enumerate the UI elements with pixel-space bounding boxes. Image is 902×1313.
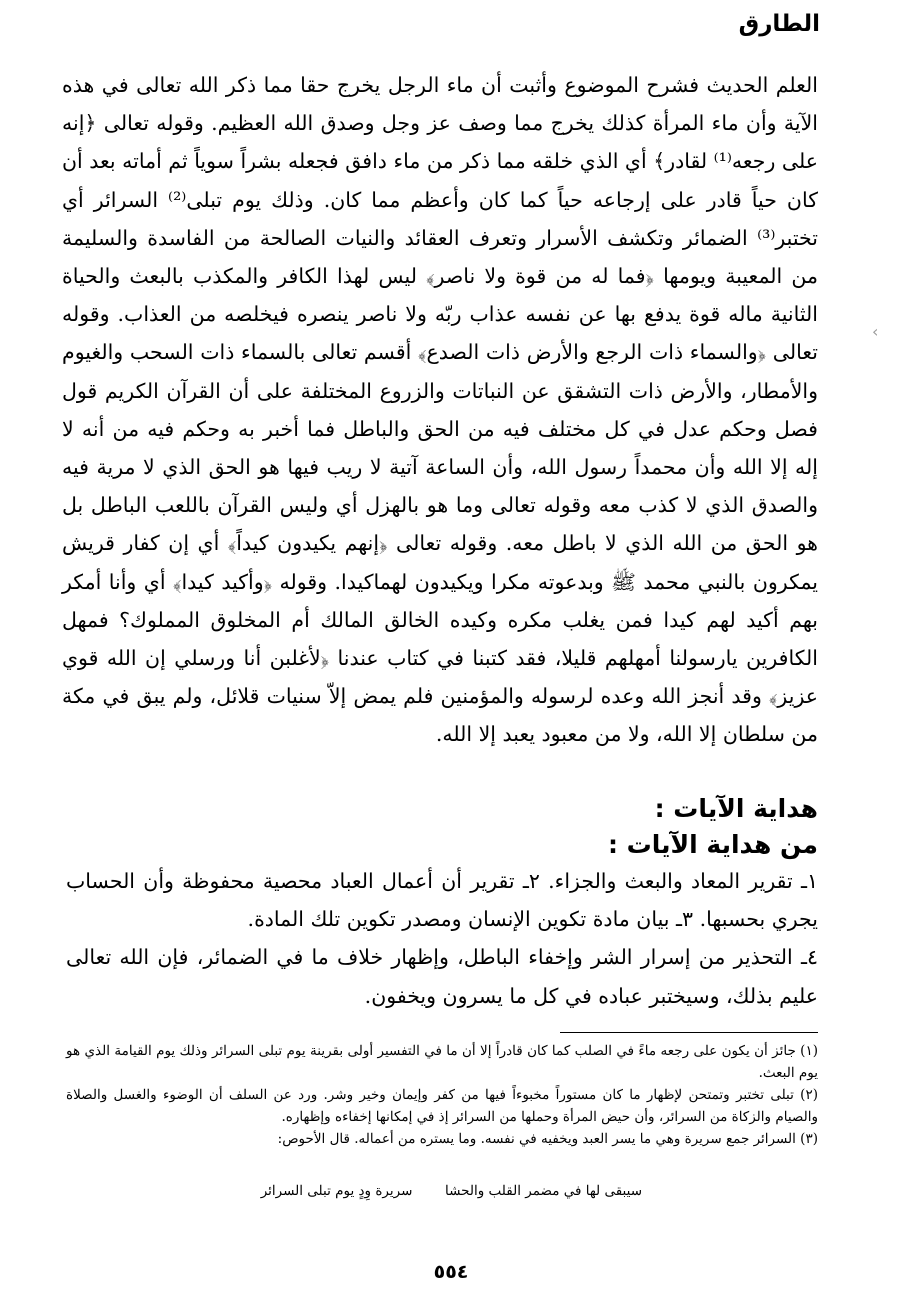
guidance-points-1-3: ١ـ تقرير المعاد والبعث والجزاء. ٢ـ تقرير أن أعمال العباد محصية محفوظة وأن الحساب يجري بحسبها. ٣ـ بيان مادة تكوين الإنسان ومصدر تكوين تلك المادة.: [66, 869, 818, 932]
section-heading-verses-guidance: هداية الآيات :: [654, 794, 818, 823]
footnote-poem-verse: [261, 1180, 642, 1202]
page-number: ٥٥٤: [433, 1261, 469, 1283]
section-heading-from-verses-guidance: من هداية الآيات :: [607, 830, 818, 859]
footnote-separator-rule: [560, 1032, 818, 1033]
guidance-point-4: ٤ـ التحذير من إسرار الشر وإخفاء الباطل، وإظهار خلاف ما في الضمائر، فإن الله تعالى عليم بذلك، وسيختبر عباده في كل ما يسرون ويخفون.: [66, 945, 818, 1008]
poem-first-hemistich: سيبقى لها في مضمر القلب والحشا: [444, 1183, 642, 1199]
footnotes: [66, 1040, 818, 1150]
footnote-2: (٢) تبلى تختبر وتمتحن لإظهار ما كان مستوراً مخبوءاً فيها من كفر وإيمان وخير وشر. ورد عن السلف أن الوضوء والغسل والصلاة والصيام والزكاة من السرائر، وأن حيض المرأة وحملها من السرائر إذ في إمكانها إخفاءه وإظهاره.: [66, 1087, 818, 1125]
commentary-paragraph: العلم الحديث فشرح الموضوع وأثبت أن ماء الرجل يخرج حقا مما ذكر الله تعالى في هذه الآية وأن ماء المرأة كذلك يخرج مما وصف عز وجل وصدق الله العظيم. وقوله تعالى ﴿إنه على رجعه⁽¹⁾ لقادر﴾ أي الذي خلقه مما ذكر من ماء دافق فجعله بشراً سوياً ثم أماته بعد أن كان حياً قادر على إرجاعه حياً كما كان وأعظم مما كان. وذلك يوم تبلى⁽²⁾ السرائر أي تختبر⁽³⁾ الضمائر وتكشف الأسرار وتعرف العقائد والنيات الصالحة من الفاسدة والسليمة من المعيبة ويومها ﴿فما له من قوة ولا ناصر﴾ ليس لهذا الكافر والمكذب بالبعث والحياة الثانية ماله قوة يدفع بها عن نفسه عذاب ربّه ولا ناصر ينصره فيخلصه من العذاب. وقوله تعالى ﴿والسماء ذات الرجع والأرض ذات الصدع﴾ أقسم تعالى بالسماء ذات السحب والغيوم والأمطار، والأرض ذات التشقق عن النباتات والزروع المختلفة على أن القرآن الكريم قول فصل وحكم عدل في كل مختلف فيه من الحق والباطل فما أخبر به وحكم فيه من أنه لا إله إلا الله وأن محمداً رسول الله، وأن الساعة آتية لا ريب فيها هو الحق الذي لا مرية فيه والصدق الذي لا كذب معه وقوله تعالى وما هو بالهزل أي وليس القرآن باللعب الباطل بل هو الحق من الله الذي لا باطل معه. وقوله تعالى ﴿إنهم يكيدون كيداً﴾ أي إن كفار قريش يمكرون بالنبي محمد ﷺ وبدعوته مكرا ويكيدون لهماكيدا. وقوله ﴿وأكيد كيدا﴾ أي وأنا أمكر بهم أكيد لهم كيدا فمن يغلب مكره وكيده الخالق المالك أم المخلوق المملوك؟ فمهل الكافرين يارسولنا أمهلهم قليلا، فقد كتبنا في كتاب عندنا ﴿لأغلبن أنا ورسلي إن الله قوي عزيز﴾ وقد أنجز الله وعده لرسوله والمؤمنين فلم يمض إلاّ سنيات قلائل، ولم يبق في مكة من سلطان إلا الله، ولا من معبود يعبد إلا الله.: [62, 73, 819, 747]
margin-bracket-mark: ‹: [872, 322, 879, 341]
guidance-points: [66, 862, 818, 1015]
footnote-3: (٣) السرائر جمع سريرة وهي ما يسر العبد ويخفيه في نفسه. وما يستره من أعماله. قال الأحوص:: [277, 1131, 818, 1147]
poem-second-hemistich: سريرة وِدٍ يوم تبلى السرائر: [260, 1183, 413, 1199]
running-header-surah-title: الطارق: [738, 11, 820, 37]
footnote-1: (١) جائز أن يكون على رجعه ماءً في الصلب كما كان قادراً إلا أن ما في التفسير أولى بقرينة يوم تبلى السرائر وذلك يوم القيامة الذي هو يوم البعث.: [66, 1043, 818, 1081]
commentary-body: [62, 66, 818, 754]
